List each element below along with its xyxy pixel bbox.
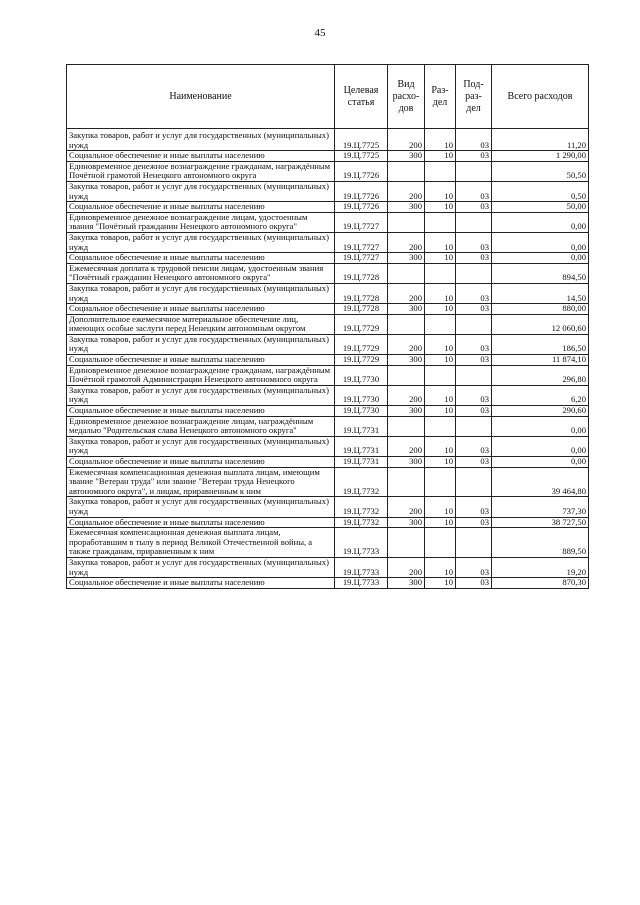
table-row bbox=[67, 416, 589, 436]
row-code: 19.Ц.7731 bbox=[335, 457, 388, 468]
table-row bbox=[67, 232, 589, 252]
row-total: 50,50 bbox=[492, 161, 589, 181]
row-podrazdel bbox=[456, 263, 492, 283]
row-podrazdel bbox=[456, 365, 492, 385]
table-row bbox=[67, 212, 589, 232]
table-row bbox=[67, 517, 589, 528]
row-vid bbox=[388, 467, 425, 497]
row-name: Социальное обеспечение и иные выплаты населению bbox=[67, 578, 335, 589]
row-podrazdel bbox=[456, 467, 492, 497]
row-vid bbox=[388, 263, 425, 283]
row-razdel bbox=[425, 467, 456, 497]
row-code: 19.Ц.7728 bbox=[335, 304, 388, 315]
table-row bbox=[67, 385, 589, 405]
row-podrazdel: 03 bbox=[456, 497, 492, 517]
row-vid: 300 bbox=[388, 304, 425, 315]
row-vid: 300 bbox=[388, 202, 425, 213]
row-name: Социальное обеспечение и иные выплаты населению bbox=[67, 406, 335, 417]
table-body bbox=[67, 129, 589, 589]
row-code: 19.Ц.7728 bbox=[335, 283, 388, 303]
row-name: Закупка товаров, работ и услуг для государственных (муниципальных) нужд bbox=[67, 436, 335, 456]
row-total: 880,00 bbox=[492, 304, 589, 315]
row-vid: 300 bbox=[388, 517, 425, 528]
row-total: 11 874,10 bbox=[492, 355, 589, 366]
row-podrazdel: 03 bbox=[456, 334, 492, 354]
row-vid: 200 bbox=[388, 557, 425, 577]
row-razdel: 10 bbox=[425, 436, 456, 456]
row-code: 19.Ц.7726 bbox=[335, 181, 388, 201]
row-vid bbox=[388, 314, 425, 334]
row-total: 894,50 bbox=[492, 263, 589, 283]
row-razdel: 10 bbox=[425, 232, 456, 252]
row-podrazdel bbox=[456, 528, 492, 558]
row-podrazdel bbox=[456, 314, 492, 334]
row-vid bbox=[388, 365, 425, 385]
row-name: Закупка товаров, работ и услуг для государственных (муниципальных) нужд bbox=[67, 497, 335, 517]
row-total: 870,30 bbox=[492, 578, 589, 589]
row-total: 39 464,80 bbox=[492, 467, 589, 497]
row-podrazdel: 03 bbox=[456, 283, 492, 303]
row-name: Единовременное денежное вознаграждение гражданам, награждённым Почётной грамотой Ненецкого автономного округа bbox=[67, 161, 335, 181]
row-razdel: 10 bbox=[425, 578, 456, 589]
row-vid: 200 bbox=[388, 129, 425, 151]
row-name: Единовременное денежное вознаграждение гражданам, награждённым Почётной грамотой Администрации Ненецкого автономного округа bbox=[67, 365, 335, 385]
row-vid: 200 bbox=[388, 497, 425, 517]
header-total: Всего расходов bbox=[492, 65, 589, 129]
row-total: 290,60 bbox=[492, 406, 589, 417]
table-row bbox=[67, 129, 589, 151]
row-total: 0,00 bbox=[492, 416, 589, 436]
table-row bbox=[67, 161, 589, 181]
table-row bbox=[67, 253, 589, 264]
row-razdel: 10 bbox=[425, 129, 456, 151]
row-razdel: 10 bbox=[425, 355, 456, 366]
row-podrazdel: 03 bbox=[456, 151, 492, 162]
row-total: 19,20 bbox=[492, 557, 589, 577]
row-code: 19.Ц.7726 bbox=[335, 202, 388, 213]
header-name: Наименование bbox=[67, 65, 335, 129]
row-podrazdel: 03 bbox=[456, 355, 492, 366]
row-podrazdel: 03 bbox=[456, 557, 492, 577]
row-name: Закупка товаров, работ и услуг для государственных (муниципальных) нужд bbox=[67, 557, 335, 577]
row-total: 12 060,60 bbox=[492, 314, 589, 334]
row-code: 19.Ц.7732 bbox=[335, 497, 388, 517]
row-code: 19.Ц.7733 bbox=[335, 557, 388, 577]
row-code: 19.Ц.7731 bbox=[335, 416, 388, 436]
row-podrazdel: 03 bbox=[456, 202, 492, 213]
row-vid bbox=[388, 212, 425, 232]
row-podrazdel bbox=[456, 416, 492, 436]
row-total: 186,50 bbox=[492, 334, 589, 354]
row-code: 19.Ц.7731 bbox=[335, 436, 388, 456]
table-row bbox=[67, 304, 589, 315]
table-row bbox=[67, 557, 589, 577]
table-row bbox=[67, 181, 589, 201]
row-razdel: 10 bbox=[425, 283, 456, 303]
row-razdel bbox=[425, 416, 456, 436]
row-name: Закупка товаров, работ и услуг для государственных (муниципальных) нужд bbox=[67, 129, 335, 151]
row-podrazdel: 03 bbox=[456, 406, 492, 417]
row-name: Закупка товаров, работ и услуг для государственных (муниципальных) нужд bbox=[67, 181, 335, 201]
row-name: Социальное обеспечение и иные выплаты населению bbox=[67, 355, 335, 366]
row-name: Закупка товаров, работ и услуг для государственных (муниципальных) нужд bbox=[67, 385, 335, 405]
row-code: 19.Ц.7730 bbox=[335, 385, 388, 405]
row-name: Социальное обеспечение и иные выплаты населению bbox=[67, 517, 335, 528]
row-code: 19.Ц.7726 bbox=[335, 161, 388, 181]
table-header bbox=[67, 65, 589, 129]
row-code: 19.Ц.7730 bbox=[335, 365, 388, 385]
row-vid bbox=[388, 161, 425, 181]
table-row bbox=[67, 528, 589, 558]
row-name: Единовременное денежное вознаграждение лицам, награждённым медалью "Родительская слава Ненецкого автономного округа" bbox=[67, 416, 335, 436]
table-row bbox=[67, 578, 589, 589]
row-vid: 200 bbox=[388, 385, 425, 405]
row-total: 0,00 bbox=[492, 253, 589, 264]
row-razdel: 10 bbox=[425, 557, 456, 577]
table-row bbox=[67, 334, 589, 354]
row-podrazdel: 03 bbox=[456, 129, 492, 151]
header-code: Целевая статья bbox=[335, 65, 388, 129]
row-razdel: 10 bbox=[425, 497, 456, 517]
row-podrazdel: 03 bbox=[456, 232, 492, 252]
row-name: Закупка товаров, работ и услуг для государственных (муниципальных) нужд bbox=[67, 283, 335, 303]
row-razdel: 10 bbox=[425, 304, 456, 315]
table-row bbox=[67, 314, 589, 334]
row-name: Закупка товаров, работ и услуг для государственных (муниципальных) нужд bbox=[67, 232, 335, 252]
row-total: 889,50 bbox=[492, 528, 589, 558]
row-name: Социальное обеспечение и иные выплаты населению bbox=[67, 253, 335, 264]
row-razdel bbox=[425, 263, 456, 283]
row-total: 14,50 bbox=[492, 283, 589, 303]
row-podrazdel: 03 bbox=[456, 304, 492, 315]
header-vid: Вид расхо-дов bbox=[388, 65, 425, 129]
row-vid: 300 bbox=[388, 406, 425, 417]
row-vid: 200 bbox=[388, 232, 425, 252]
budget-table bbox=[66, 64, 589, 589]
table-row bbox=[67, 365, 589, 385]
row-vid: 200 bbox=[388, 283, 425, 303]
row-total: 737,30 bbox=[492, 497, 589, 517]
row-podrazdel: 03 bbox=[456, 253, 492, 264]
row-name: Дополнительное ежемесячное материальное обеспечение лиц, имеющих особые заслуги перед Ненецким автономным округом bbox=[67, 314, 335, 334]
row-name: Социальное обеспечение и иные выплаты населению bbox=[67, 457, 335, 468]
row-razdel: 10 bbox=[425, 385, 456, 405]
row-total: 50,00 bbox=[492, 202, 589, 213]
row-razdel: 10 bbox=[425, 151, 456, 162]
table-row bbox=[67, 406, 589, 417]
row-code: 19.Ц.7729 bbox=[335, 355, 388, 366]
row-code: 19.Ц.7728 bbox=[335, 263, 388, 283]
row-podrazdel: 03 bbox=[456, 578, 492, 589]
row-code: 19.Ц.7730 bbox=[335, 406, 388, 417]
row-total: 11,20 bbox=[492, 129, 589, 151]
row-name: Закупка товаров, работ и услуг для государственных (муниципальных) нужд bbox=[67, 334, 335, 354]
row-code: 19.Ц.7733 bbox=[335, 578, 388, 589]
row-total: 0,00 bbox=[492, 457, 589, 468]
row-vid: 200 bbox=[388, 181, 425, 201]
row-total: 0,00 bbox=[492, 232, 589, 252]
table-row bbox=[67, 436, 589, 456]
row-razdel: 10 bbox=[425, 406, 456, 417]
row-code: 19.Ц.7732 bbox=[335, 517, 388, 528]
row-name: Социальное обеспечение и иные выплаты населению bbox=[67, 202, 335, 213]
row-razdel: 10 bbox=[425, 457, 456, 468]
row-podrazdel: 03 bbox=[456, 385, 492, 405]
row-total: 38 727,50 bbox=[492, 517, 589, 528]
row-name: Социальное обеспечение и иные выплаты населению bbox=[67, 304, 335, 315]
row-razdel bbox=[425, 365, 456, 385]
row-total: 1 290,00 bbox=[492, 151, 589, 162]
row-code: 19.Ц.7729 bbox=[335, 314, 388, 334]
row-razdel bbox=[425, 528, 456, 558]
row-code: 19.Ц.7727 bbox=[335, 212, 388, 232]
table-row bbox=[67, 497, 589, 517]
table-row bbox=[67, 202, 589, 213]
row-vid: 200 bbox=[388, 334, 425, 354]
row-podrazdel: 03 bbox=[456, 517, 492, 528]
row-name: Социальное обеспечение и иные выплаты населению bbox=[67, 151, 335, 162]
row-total: 0,50 bbox=[492, 181, 589, 201]
row-razdel: 10 bbox=[425, 517, 456, 528]
row-podrazdel: 03 bbox=[456, 457, 492, 468]
row-razdel bbox=[425, 314, 456, 334]
row-total: 0,00 bbox=[492, 212, 589, 232]
row-razdel bbox=[425, 161, 456, 181]
row-vid bbox=[388, 416, 425, 436]
row-code: 19.Ц.7727 bbox=[335, 232, 388, 252]
row-code: 19.Ц.7725 bbox=[335, 151, 388, 162]
table-row bbox=[67, 467, 589, 497]
row-podrazdel bbox=[456, 212, 492, 232]
row-razdel: 10 bbox=[425, 202, 456, 213]
row-razdel: 10 bbox=[425, 334, 456, 354]
row-code: 19.Ц.7725 bbox=[335, 129, 388, 151]
page-number: 45 bbox=[314, 27, 326, 39]
table-row bbox=[67, 283, 589, 303]
row-name: Ежемесячная доплата к трудовой пенсии лицам, удостоенным звания "Почётный гражданин Ненецкого автономного округа" bbox=[67, 263, 335, 283]
row-vid: 300 bbox=[388, 457, 425, 468]
table-row bbox=[67, 263, 589, 283]
row-code: 19.Ц.7733 bbox=[335, 528, 388, 558]
row-podrazdel: 03 bbox=[456, 436, 492, 456]
row-vid: 300 bbox=[388, 253, 425, 264]
row-code: 19.Ц.7729 bbox=[335, 334, 388, 354]
row-total: 6,20 bbox=[492, 385, 589, 405]
table-row bbox=[67, 151, 589, 162]
row-vid: 300 bbox=[388, 355, 425, 366]
row-total: 296,80 bbox=[492, 365, 589, 385]
row-podrazdel: 03 bbox=[456, 181, 492, 201]
row-name: Ежемесячная компенсационная денежная выплата лицам, имеющим звание "Ветеран труда" или звание "Ветеран труда Ненецкого автономного округа", и лицам, приравненным к ним bbox=[67, 467, 335, 497]
header-podrazdel: Под-раз-дел bbox=[456, 65, 492, 129]
row-code: 19.Ц.7732 bbox=[335, 467, 388, 497]
row-name: Ежемесячная компенсационная денежная выплата лицам, проработавшим в тылу в период Великой Отечественной войны, а также гражданам, приравненным к ним bbox=[67, 528, 335, 558]
row-vid: 300 bbox=[388, 578, 425, 589]
row-razdel: 10 bbox=[425, 181, 456, 201]
row-code: 19.Ц.7727 bbox=[335, 253, 388, 264]
row-name: Единовременное денежное вознаграждение лицам, удостоенным звания "Почётный гражданин Ненецкого автономного округа" bbox=[67, 212, 335, 232]
row-razdel bbox=[425, 212, 456, 232]
row-vid: 200 bbox=[388, 436, 425, 456]
table-row bbox=[67, 355, 589, 366]
header-razdel: Раз-дел bbox=[425, 65, 456, 129]
row-vid: 300 bbox=[388, 151, 425, 162]
row-total: 0,00 bbox=[492, 436, 589, 456]
row-razdel: 10 bbox=[425, 253, 456, 264]
table-row bbox=[67, 457, 589, 468]
row-vid bbox=[388, 528, 425, 558]
row-podrazdel bbox=[456, 161, 492, 181]
